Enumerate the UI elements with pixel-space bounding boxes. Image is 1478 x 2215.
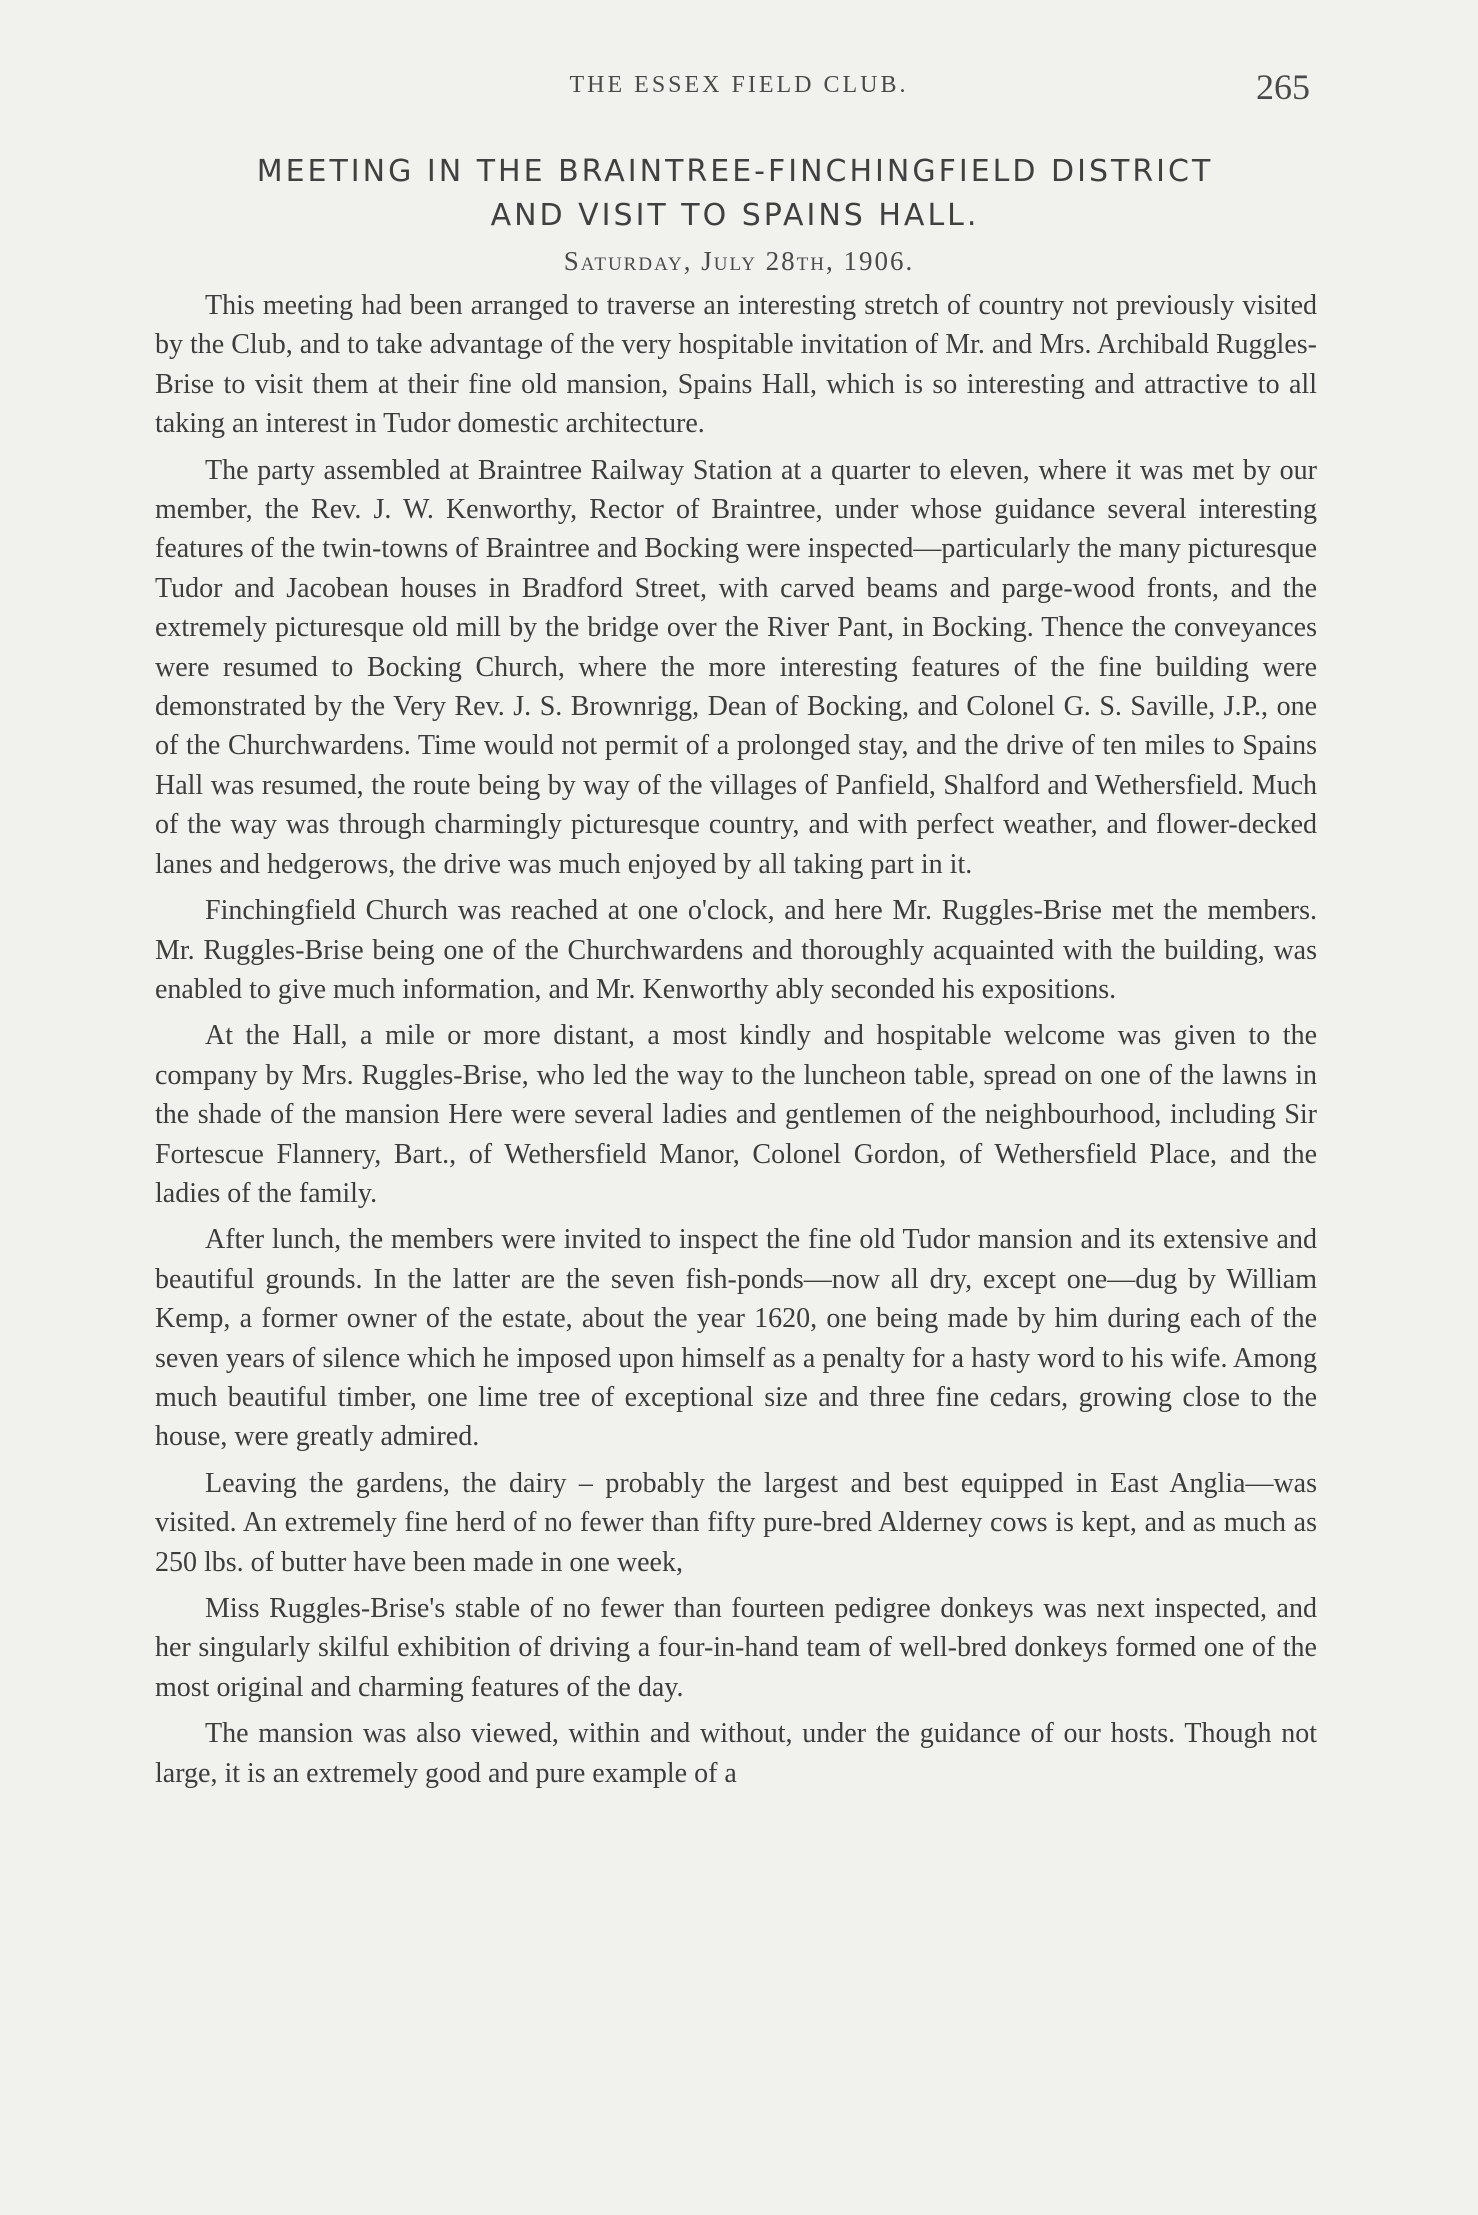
- paragraph: After lunch, the members were invited to inspect the fine old Tudor mansion and its extensive and beautiful grounds. In the latter are the seven fish-ponds—now all dry, except one—dug by William Kemp, a former owner of the estate, about the year 1620, one being made by him during each of the seven years of silence which he imposed upon himself as a penalty for a hasty word to his wife. Among much beautiful timber, one lime tree of exceptional size and three fine cedars, growing close to the house, were greatly admired.: [155, 1224, 1317, 1453]
- paragraph: This meeting had been arranged to traverse an interesting stretch of country not previously visited by the Club, and to take advantage of the very hospitable invitation of Mr. and Mrs. Archibald Ruggles-Brise to visit them at their fine old mansion, Spains Hall, which is so interesting and attractive to all taking an interest in Tudor domestic architecture.: [155, 290, 1317, 440]
- paragraph: At the Hall, a mile or more distant, a most kindly and hospitable welcome was given to the company by Mrs. Ruggles-Brise, who led the way to the luncheon table, spread on one of the lawns in the shade of the mansion Here were several ladies and gentlemen of the neighbourhood, including Sir Fortescue Flannery, Bart., of Wethersfield Manor, Colonel Gordon, of Wethersfield Place, and the ladies of the family.: [155, 1020, 1317, 1209]
- paragraph: Finchingfield Church was reached at one o'clock, and here Mr. Ruggles-Brise met the members. Mr. Ruggles-Brise being one of the Churchwardens and thoroughly acquainted with the building, was enabled to give much information, and Mr. Kenworthy ably seconded his expositions.: [155, 895, 1317, 1005]
- running-head: [0, 66, 1478, 110]
- meeting-date: Saturday, July 28th, 1906.: [563, 246, 915, 276]
- article-title-line-2: AND VISIT TO SPAINS HALL.: [490, 198, 980, 233]
- running-title: THE ESSEX FIELD CLUB.: [569, 72, 909, 98]
- article-title-line-1: MEETING IN THE BRAINTREE-FINCHINGFIELD DISTRICT: [256, 154, 1214, 189]
- paragraph: The mansion was also viewed, within and without, under the guidance of our hosts. Though not large, it is an extremely good and pure example of a: [155, 1718, 1317, 1789]
- article-body: [155, 286, 1317, 1800]
- article-title: [150, 150, 1320, 238]
- paragraph: Leaving the gardens, the dairy – probably the largest and best equipped in East Anglia—was visited. An extremely fine herd of no fewer than fifty pure-bred Alderney cows is kept, and as much as 250 lbs. of butter have been made in one week,: [155, 1467, 1317, 1578]
- paragraph: Miss Ruggles-Brise's stable of no fewer than fourteen pedigree donkeys was next inspected, and her singularly skilful exhibition of driving a four-in-hand team of well-bred donkeys formed one of the most original and charming features of the day.: [155, 1593, 1317, 1703]
- paragraph: The party assembled at Braintree Railway Station at a quarter to eleven, where it was met by our member, the Rev. J. W. Kenworthy, Rector of Braintree, under whose guidance several interesting features of the twin-towns of Braintree and Bocking were inspected—particularly the many picturesque Tudor and Jacobean houses in Bradford Street, with carved beams and parge-wood fronts, and the extremely picturesque old mill by the bridge over the River Pant, in Bocking. Thence the conveyances were resumed to Bocking Church, where the more interesting features of the fine building were demonstrated by the Very Rev. J. S. Brownrigg, Dean of Bocking, and Colonel G. S. Saville, J.P., one of the Churchwardens. Time would not permit of a prolonged stay, and the drive of ten miles to Spains Hall was resumed, the route being by way of the villages of Panfield, Shalford and Wethersfield. Much of the way was through charmingly picturesque country, and with perfect weather, and flower-decked lanes and hedgerows, the drive was much enjoyed by all taking part in it.: [155, 454, 1317, 880]
- page-number: 265: [1256, 67, 1310, 107]
